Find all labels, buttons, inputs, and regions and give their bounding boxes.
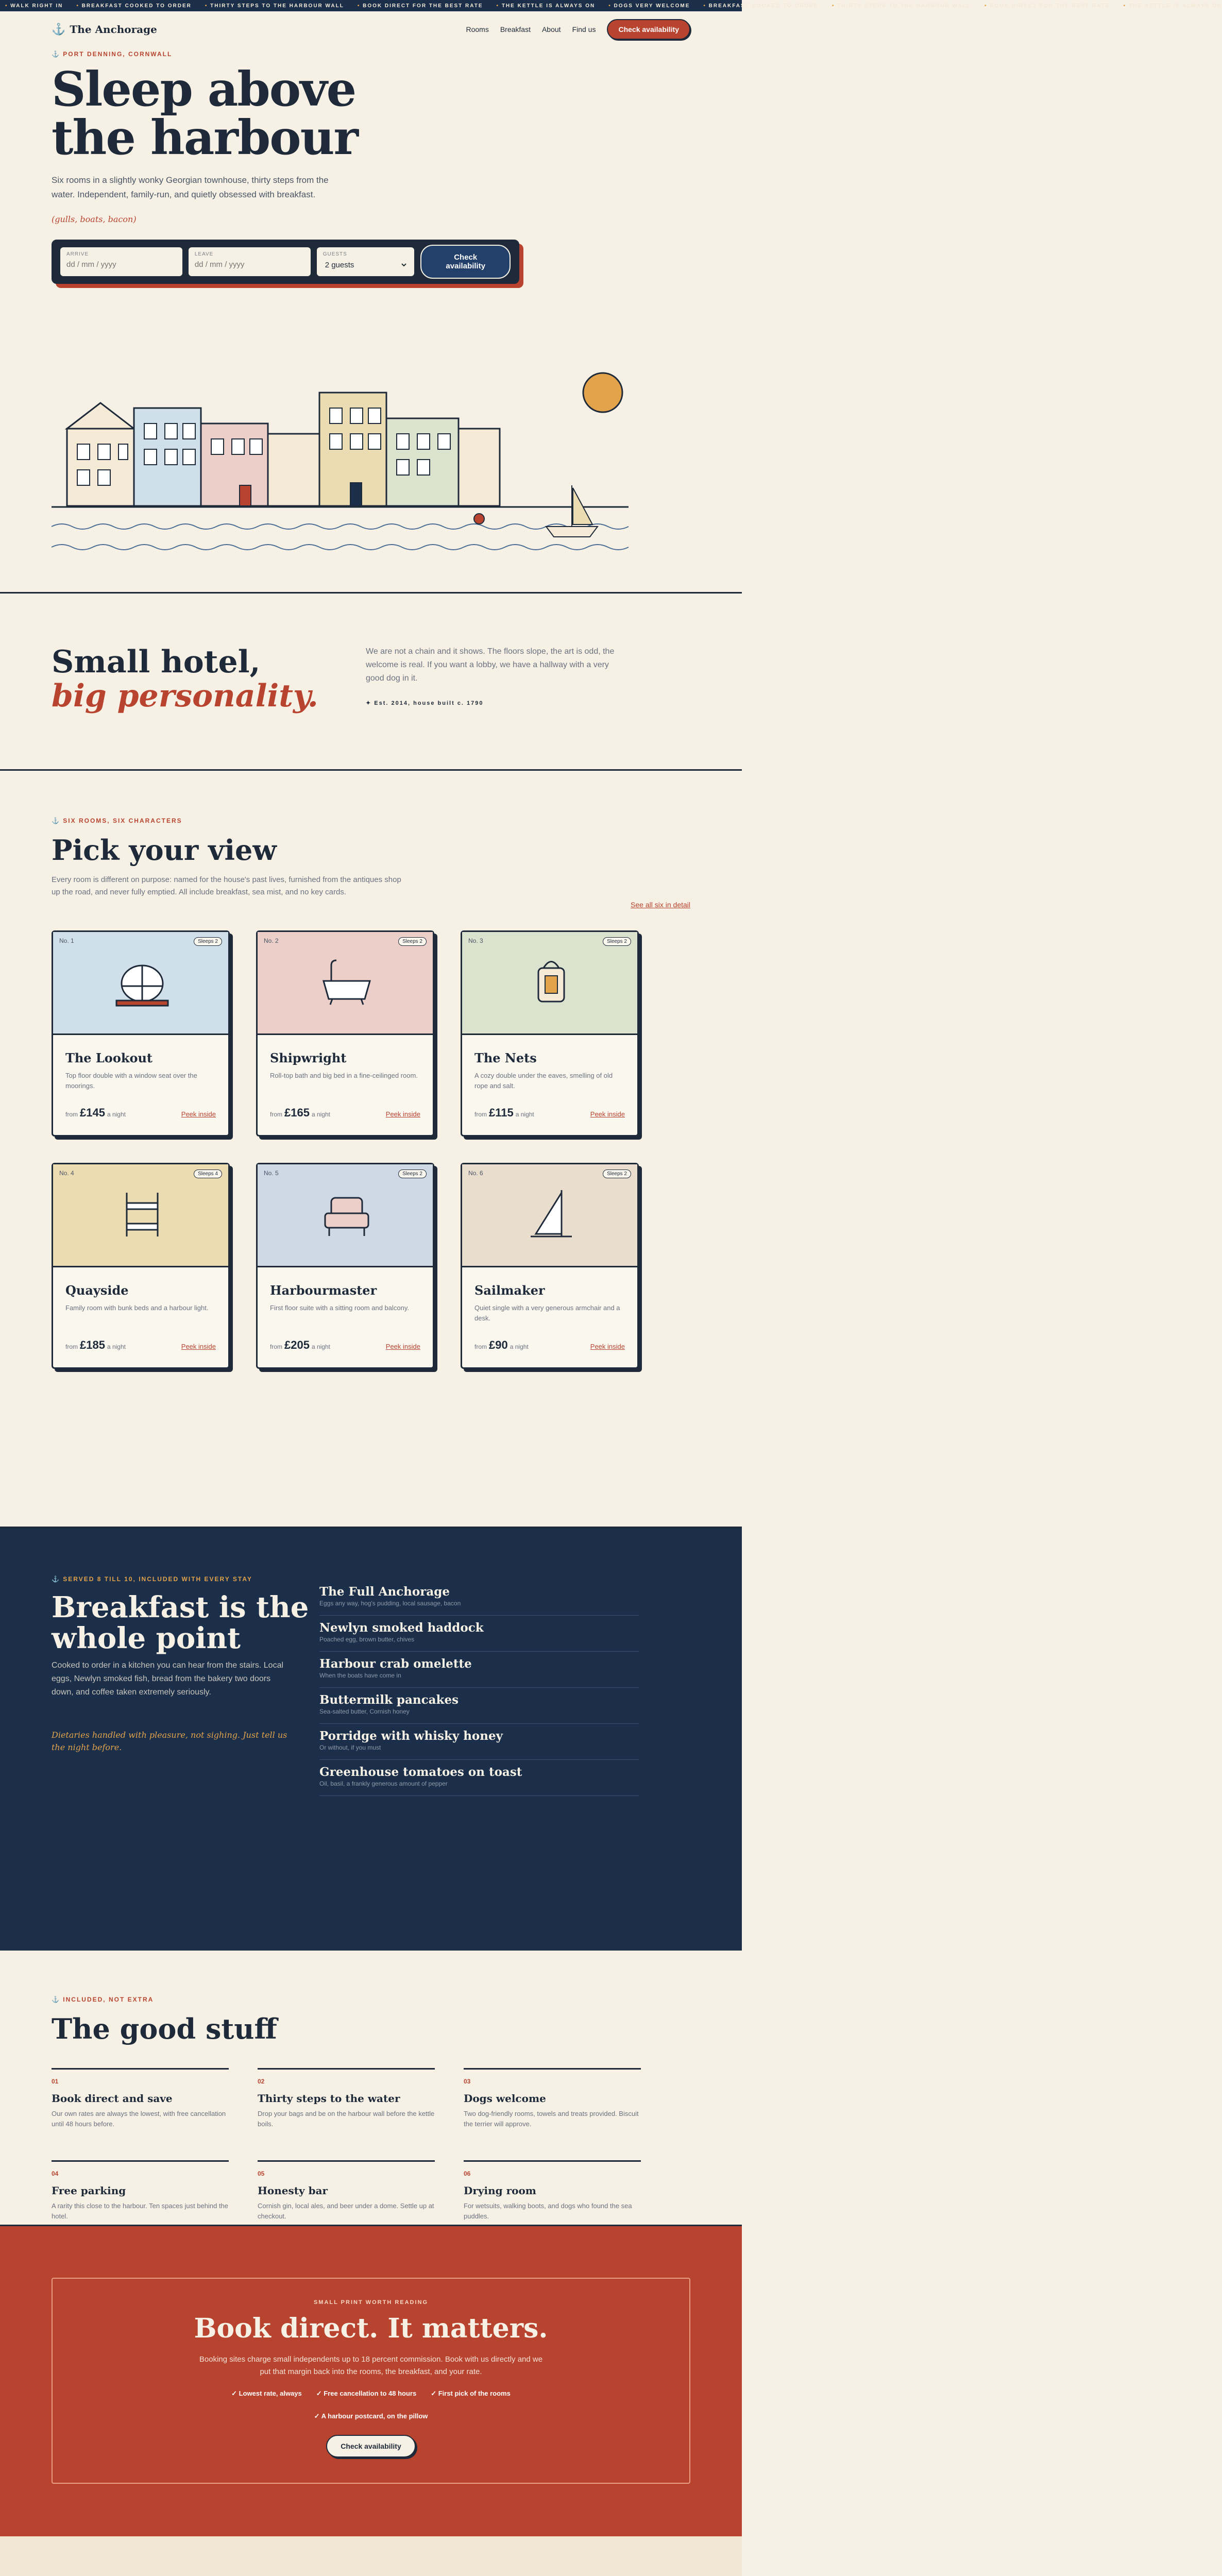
menu-item-description: Oil, basil, a frankly generous amount of pepper bbox=[319, 1780, 448, 1787]
room-card-art bbox=[462, 1164, 637, 1267]
room-card-art bbox=[53, 1164, 228, 1267]
perk-body: For wetsuits, walking boots, and dogs who found the sea puddles. bbox=[464, 2202, 632, 2220]
room-card-art bbox=[258, 1164, 433, 1267]
perk-number: 05 bbox=[258, 2170, 265, 2177]
menu-item bbox=[319, 1760, 639, 1796]
personality-established: ✦ Est. 2014, house built c. 1790 bbox=[366, 700, 484, 706]
menu-item-description: Sea-salted butter, Cornish honey bbox=[319, 1708, 410, 1715]
bunkbed-icon bbox=[116, 1188, 168, 1239]
room-grid bbox=[52, 930, 690, 1369]
personality-title bbox=[52, 645, 318, 713]
benefit-item: ✓ A harbour postcard, on the pillow bbox=[314, 2412, 428, 2420]
breakfast-title bbox=[52, 1592, 309, 1654]
room-price: £205 bbox=[284, 1338, 310, 1351]
armchair-icon bbox=[321, 1188, 372, 1239]
book-direct-eyebrow: SMALL PRINT WORTH READING bbox=[313, 2299, 429, 2306]
room-price: £185 bbox=[80, 1338, 105, 1351]
room-price-from: from bbox=[65, 1111, 78, 1118]
ticker-item: • BOOK DIRECT FOR THE BEST RATE bbox=[358, 3, 483, 9]
rooms-section bbox=[0, 771, 742, 1528]
room-sleeps-badge: Sleeps 2 bbox=[603, 937, 631, 946]
perk-title: Dogs welcome bbox=[464, 2092, 546, 2105]
top-nav bbox=[52, 11, 690, 47]
menu-item-name: Porridge with whisky honey bbox=[319, 1729, 503, 1743]
harbour-townscape-illustration bbox=[52, 372, 629, 568]
menu-item-name: Buttermilk pancakes bbox=[319, 1693, 459, 1707]
perk-title: Honesty bar bbox=[258, 2184, 328, 2197]
personality-established-text: Est. 2014, house built c. 1790 bbox=[374, 700, 484, 706]
ticker-item: • BOOK DIRECT FOR THE BEST RATE bbox=[985, 3, 1110, 9]
peek-inside-link[interactable]: Peek inside bbox=[181, 1343, 216, 1350]
leave-label: LEAVE bbox=[194, 251, 214, 257]
menu-item-name: The Full Anchorage bbox=[319, 1585, 450, 1599]
room-card[interactable] bbox=[461, 1163, 639, 1369]
good-stuff-title: The good stuff bbox=[52, 2012, 277, 2045]
menu-item-name: Greenhouse tomatoes on toast bbox=[319, 1765, 522, 1779]
room-card-art bbox=[53, 932, 228, 1035]
perk-body: Two dog-friendly rooms, towels and treats provided. Biscuit the terrier will approve. bbox=[464, 2110, 639, 2128]
room-description: Top floor double with a window seat over the moorings. bbox=[65, 1072, 197, 1090]
see-all-rooms-link[interactable]: See all six in detail bbox=[631, 901, 690, 909]
room-price: £165 bbox=[284, 1106, 310, 1119]
room-price-unit: a night bbox=[510, 1343, 529, 1350]
room-price: £145 bbox=[80, 1106, 105, 1119]
room-sleeps-badge: Sleeps 2 bbox=[398, 1170, 427, 1178]
booking-submit-button[interactable]: Check availability bbox=[420, 245, 511, 279]
good-stuff-eyebrow: ⚓ INCLUDED, NOT EXTRA bbox=[52, 1996, 690, 2003]
perk-item bbox=[258, 2068, 435, 2129]
breakfast-section bbox=[0, 1528, 742, 1951]
room-number: No. 6 bbox=[468, 1170, 483, 1177]
guests-field bbox=[317, 247, 415, 276]
room-card-art bbox=[462, 932, 637, 1035]
nav-link-find-us[interactable]: Find us bbox=[572, 25, 596, 33]
room-price: £90 bbox=[489, 1338, 508, 1351]
booking-form bbox=[52, 240, 519, 284]
benefit-item: ✓ First pick of the rooms bbox=[431, 2389, 511, 2398]
peek-inside-link[interactable]: Peek inside bbox=[385, 1110, 420, 1118]
room-card[interactable] bbox=[256, 930, 434, 1137]
perk-body: Our own rates are always the lowest, with free cancellation until 48 hours before. bbox=[52, 2110, 226, 2128]
room-price-from: from bbox=[65, 1343, 78, 1350]
room-price-from: from bbox=[474, 1343, 487, 1350]
room-price: £115 bbox=[489, 1106, 514, 1119]
perk-body: Drop your bags and be on the harbour wall before the kettle boils. bbox=[258, 2110, 435, 2128]
perk-item bbox=[258, 2160, 435, 2222]
ticker-item: • THIRTY STEPS TO THE HARBOUR WALL bbox=[832, 3, 971, 9]
menu-item bbox=[319, 1580, 639, 1616]
breakfast-eyebrow: ⚓ SERVED 8 TILL 10, INCLUDED WITH EVERY STAY bbox=[52, 1575, 252, 1583]
room-number: No. 1 bbox=[59, 937, 74, 944]
breakfast-dietary-note: Dietaries handled with pleasure, not sighing. Just tell us the night before. bbox=[52, 1730, 287, 1752]
room-sleeps-badge: Sleeps 4 bbox=[194, 1170, 222, 1178]
perk-number: 03 bbox=[464, 2078, 471, 2085]
hero-signoff: (gulls, boats, bacon) bbox=[52, 214, 137, 224]
room-price-from: from bbox=[270, 1111, 282, 1118]
book-direct-frame bbox=[52, 2278, 690, 2484]
perk-body: Cornish gin, local ales, and beer under a dome. Settle up at checkout. bbox=[258, 2202, 434, 2220]
menu-item-description: Or without, if you must bbox=[319, 1744, 381, 1751]
hero-section bbox=[0, 11, 742, 594]
perk-number: 04 bbox=[52, 2170, 59, 2177]
ticker-item: • DOGS VERY WELCOME bbox=[608, 3, 690, 9]
book-direct-body: Booking sites charge small independents up to 18 percent commission. Book with us directly and we put that margin back into the rooms, the breakfast, and your rate. bbox=[199, 2355, 543, 2376]
room-card-footer bbox=[65, 1106, 216, 1120]
menu-item-description: Poached egg, brown butter, chives bbox=[319, 1636, 415, 1643]
hero-title-line-2: the harbour bbox=[52, 110, 358, 165]
reviews-eyebrow bbox=[52, 2536, 690, 2576]
window-icon bbox=[116, 955, 168, 1007]
room-card-footer bbox=[474, 1338, 625, 1352]
ticker-item: • BREAKFAST COOKED TO ORDER bbox=[703, 3, 818, 9]
room-number: No. 2 bbox=[264, 937, 279, 944]
room-sleeps-badge: Sleeps 2 bbox=[603, 1170, 631, 1178]
perk-title: Drying room bbox=[464, 2184, 536, 2197]
perks-grid bbox=[52, 2068, 690, 2222]
nav-link-rooms[interactable]: Rooms bbox=[466, 25, 489, 33]
nav-check-availability-button[interactable]: Check availability bbox=[607, 19, 690, 40]
room-price-from: from bbox=[270, 1343, 282, 1350]
room-price-unit: a night bbox=[107, 1343, 126, 1350]
room-price-unit: a night bbox=[515, 1111, 534, 1118]
bathtub-icon bbox=[321, 955, 372, 1007]
room-card[interactable] bbox=[52, 930, 230, 1137]
perk-item bbox=[464, 2160, 641, 2222]
room-sleeps-badge: Sleeps 2 bbox=[194, 937, 222, 946]
personality-section bbox=[0, 594, 742, 771]
guests-select[interactable] bbox=[323, 260, 409, 270]
peek-inside-link[interactable]: Peek inside bbox=[385, 1343, 420, 1350]
rooms-eyebrow: ⚓ SIX ROOMS, SIX CHARACTERS bbox=[52, 817, 690, 824]
room-card[interactable] bbox=[461, 930, 639, 1137]
room-number: No. 4 bbox=[59, 1170, 74, 1177]
anchor-icon: ⚓ bbox=[52, 23, 66, 36]
room-description: Quiet single with a very generous armchair and a desk. bbox=[474, 1304, 620, 1322]
room-description: A cozy double under the eaves, smelling of old rope and salt. bbox=[474, 1072, 613, 1090]
perk-body: A rarity this close to the harbour. Ten spaces just behind the hotel. bbox=[52, 2202, 229, 2220]
room-price-unit: a night bbox=[311, 1343, 330, 1350]
perk-item bbox=[52, 2068, 229, 2129]
room-card-footer bbox=[474, 1106, 625, 1120]
reviews-section bbox=[0, 2536, 742, 2576]
nav-link-about[interactable]: About bbox=[541, 25, 561, 33]
book-direct-section bbox=[0, 2226, 742, 2536]
good-stuff-section bbox=[0, 1951, 742, 2226]
lantern-icon bbox=[525, 955, 577, 1007]
personality-title-line: Small hotel, bbox=[52, 644, 261, 680]
ticker-item: • THE KETTLE IS ALWAYS ON bbox=[497, 3, 596, 9]
room-card[interactable] bbox=[256, 1163, 434, 1369]
room-name: Shipwright bbox=[270, 1050, 347, 1065]
perk-title: Book direct and save bbox=[52, 2092, 173, 2105]
perk-title: Free parking bbox=[52, 2184, 126, 2197]
room-sleeps-badge: Sleeps 2 bbox=[398, 937, 427, 946]
perk-number: 02 bbox=[258, 2078, 265, 2085]
room-description: Family room with bunk beds and a harbour light. bbox=[65, 1304, 209, 1312]
rooms-subtitle: Every room is different on purpose: named for the house's past lives, furnished from the antiques shop up the road, and never fully emptied. All include breakfast, sea mist, and no key cards. bbox=[52, 875, 401, 896]
room-number: No. 5 bbox=[264, 1170, 279, 1177]
menu-item bbox=[319, 1688, 639, 1724]
book-direct-check-availability-button[interactable]: Check availability bbox=[326, 2435, 416, 2458]
room-name: The Nets bbox=[474, 1050, 537, 1065]
room-name: Sailmaker bbox=[474, 1283, 545, 1298]
brand-name: The Anchorage bbox=[70, 23, 157, 36]
personality-body: We are not a chain and it shows. The floors slope, the art is odd, the welcome is real. If you want a lobby, we have a hallway with a very good dog in it. bbox=[366, 647, 615, 683]
personality-title-emphasis: big personality. bbox=[52, 678, 318, 714]
menu-item bbox=[319, 1616, 639, 1652]
room-price-unit: a night bbox=[311, 1111, 330, 1118]
perk-number: 06 bbox=[464, 2170, 471, 2177]
brand-logo[interactable] bbox=[52, 23, 157, 36]
room-description: Roll-top bath and big bed in a fine-ceilinged room. bbox=[270, 1072, 418, 1079]
room-price-unit: a night bbox=[107, 1111, 126, 1118]
perk-item bbox=[52, 2160, 229, 2222]
ticker-item: • WALK RIGHT IN bbox=[5, 3, 63, 9]
rooms-title: Pick your view bbox=[52, 834, 277, 867]
room-name: Harbourmaster bbox=[270, 1283, 377, 1298]
peek-inside-link[interactable]: Peek inside bbox=[181, 1110, 216, 1118]
nav-link-breakfast[interactable]: Breakfast bbox=[500, 25, 531, 33]
menu-item-description: When the boats have come in bbox=[319, 1672, 401, 1679]
room-price-from: from bbox=[474, 1111, 487, 1118]
room-description: First floor suite with a sitting room and balcony. bbox=[270, 1304, 409, 1312]
sail-icon bbox=[525, 1188, 577, 1239]
benefit-item: ✓ Lowest rate, always bbox=[231, 2389, 302, 2398]
menu-item-name: Harbour crab omelette bbox=[319, 1657, 472, 1671]
peek-inside-link[interactable]: Peek inside bbox=[590, 1343, 625, 1350]
room-card-footer bbox=[270, 1106, 420, 1120]
sun-illustration bbox=[583, 373, 622, 412]
leave-date-input[interactable] bbox=[195, 260, 304, 269]
menu-item-name: Newlyn smoked haddock bbox=[319, 1621, 484, 1635]
hero-title-line-1: Sleep above bbox=[52, 61, 356, 117]
menu-item bbox=[319, 1652, 639, 1688]
sailboat-illustration bbox=[546, 485, 598, 537]
ticker-item: • BREAKFAST COOKED TO ORDER bbox=[76, 3, 191, 9]
breakfast-title-line-2: whole point bbox=[52, 1621, 241, 1655]
room-card-art bbox=[258, 932, 433, 1035]
menu-item-description: Eggs any way, hog's pudding, local sausage, bacon bbox=[319, 1600, 461, 1607]
hero-title bbox=[52, 61, 690, 165]
guests-label: GUESTS bbox=[323, 251, 347, 257]
perk-item bbox=[464, 2068, 641, 2129]
book-direct-title: Book direct. It matters. bbox=[194, 2313, 548, 2344]
ticker-item: • THE KETTLE IS ALWAYS ON bbox=[1124, 3, 1222, 9]
announcement-ticker bbox=[0, 0, 1222, 11]
arrive-field bbox=[60, 247, 182, 276]
room-card-footer bbox=[65, 1338, 216, 1352]
breakfast-menu bbox=[319, 1580, 639, 1796]
perk-number: 01 bbox=[52, 2078, 59, 2085]
book-direct-benefits bbox=[191, 2389, 551, 2420]
room-number: No. 3 bbox=[468, 937, 483, 944]
benefit-item: ✓ Free cancellation to 48 hours bbox=[316, 2389, 416, 2398]
arrive-label: ARRIVE bbox=[66, 251, 89, 257]
room-card-footer bbox=[270, 1338, 420, 1352]
leave-field bbox=[189, 247, 311, 276]
peek-inside-link[interactable]: Peek inside bbox=[590, 1110, 625, 1118]
perk-title: Thirty steps to the water bbox=[258, 2092, 400, 2105]
breakfast-body: Cooked to order in a kitchen you can hear from the stairs. Local eggs, Newlyn smoked fish, bread from the bakery two doors down, and coffee taken extremely seriously. bbox=[52, 1661, 284, 1697]
hero-lede: Six rooms in a slightly wonky Georgian townhouse, thirty steps from the water. Independent, family-run, and quietly obsessed with breakfast. bbox=[52, 175, 329, 199]
menu-item bbox=[319, 1724, 639, 1760]
hero-eyebrow: ⚓ PORT DENNING, CORNWALL bbox=[52, 50, 690, 58]
buoy-illustration bbox=[474, 514, 484, 524]
room-name: Quayside bbox=[65, 1283, 129, 1298]
room-name: The Lookout bbox=[65, 1050, 152, 1065]
breakfast-title-line-1: Breakfast is the bbox=[52, 1590, 309, 1624]
room-card[interactable] bbox=[52, 1163, 230, 1369]
arrive-date-input[interactable] bbox=[66, 260, 176, 269]
ticker-item: • THIRTY STEPS TO THE HARBOUR WALL bbox=[205, 3, 344, 9]
